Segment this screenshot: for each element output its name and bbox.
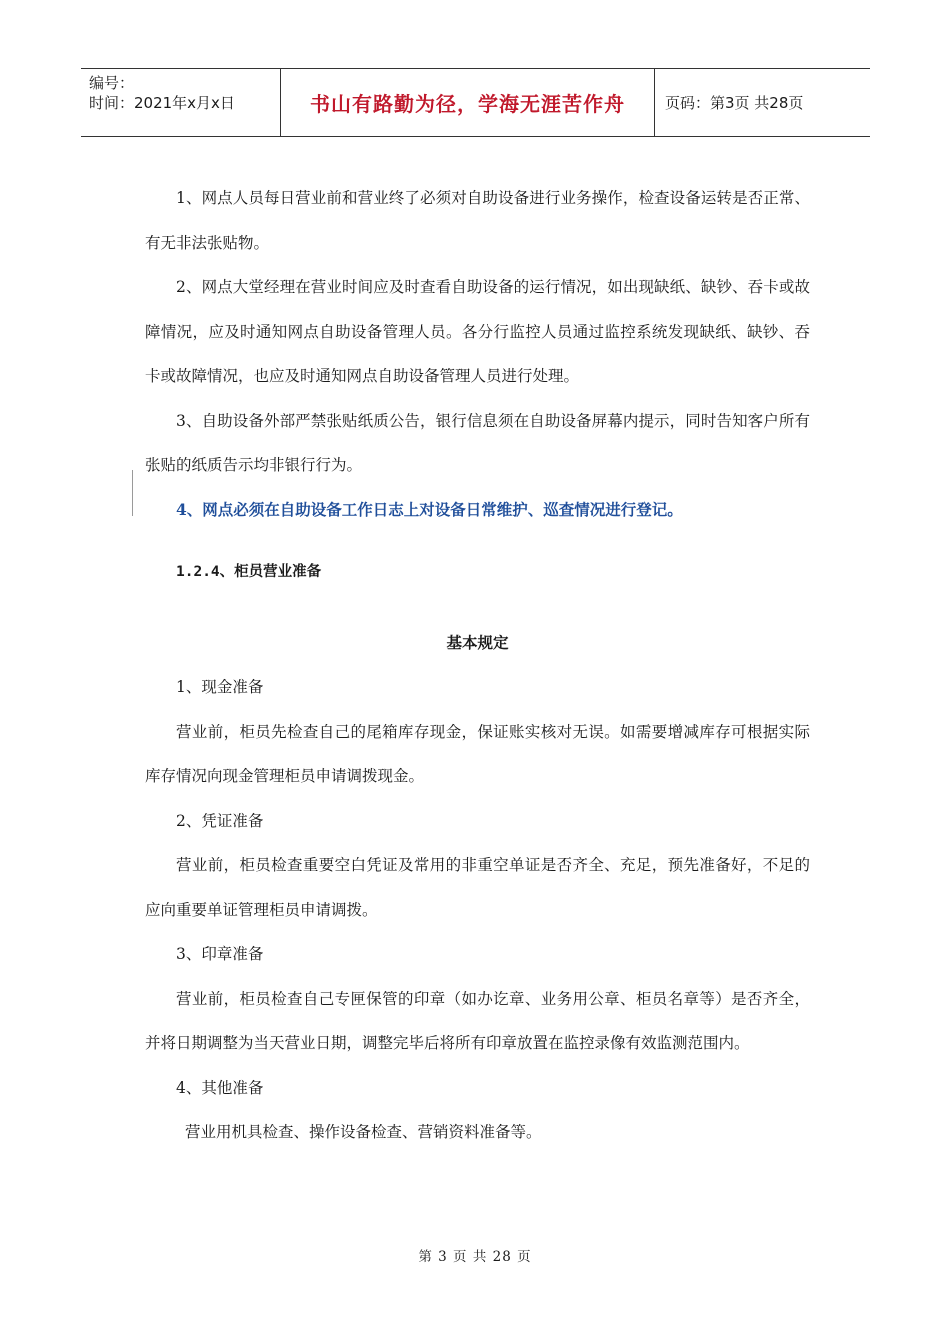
paragraph: 2、网点大堂经理在营业时间应及时查看自助设备的运行情况，如出现缺纸、缺钞、吞卡或故障情况，应及时通知网点自助设备管理人员。各分行监控人员通过监控系统发现缺纸、缺钞、吞卡或故障情况，也应及时通知网点自助设备管理人员进行处理。 bbox=[145, 278, 810, 385]
item-heading: 1、现金准备 bbox=[176, 678, 264, 696]
paragraph: 营业前，柜员检查自己专匣保管的印章（如办讫章、业务用公章、柜员名章等）是否齐全，并将日期调整为当天营业日期，调整完毕后将所有印章放置在监控录像有效监测范围内。 bbox=[145, 989, 810, 1052]
margin-change-bar bbox=[132, 470, 133, 516]
highlighted-paragraph: 4、网点必须在自助设备工作日志上对设备日常维护、巡查情况进行登记。 bbox=[176, 499, 683, 519]
document-time-label: 时间：2021年x月x日 bbox=[89, 94, 235, 112]
page-header bbox=[81, 68, 870, 137]
paragraph: 营业前，柜员先检查自己的尾箱库存现金，保证账实核对无误。如需要增减库存可根据实际库存情况向现金管理柜员申请调拨现金。 bbox=[145, 722, 810, 785]
header-meta bbox=[81, 69, 281, 136]
item-heading: 2、凭证准备 bbox=[176, 811, 264, 830]
paragraph: 营业前，柜员检查重要空白凭证及常用的非重空单证是否齐全、充足，预先准备好，不足的应向重要单证管理柜员申请调拨。 bbox=[145, 856, 810, 919]
paragraph: 1、网点人员每日营业前和营业终了必须对自助设备进行业务操作，检查设备运转是否正常、有无非法张贴物。 bbox=[145, 189, 810, 252]
paragraph: 3、自助设备外部严禁张贴纸质公告，银行信息须在自助设备屏幕内提示，同时告知客户所有张贴的纸质告示均非银行行为。 bbox=[145, 411, 810, 474]
document-body bbox=[145, 176, 810, 1155]
header-motto: 书山有路勤为径，学海无涯苦作舟 bbox=[281, 69, 655, 136]
header-page-info: 页码：第3页 共28页 bbox=[665, 94, 804, 112]
item-heading: 4、其他准备 bbox=[176, 1078, 264, 1097]
paragraph: 营业用机具检查、操作设备检查、营销资料准备等。 bbox=[185, 1123, 542, 1141]
subsection-title: 基本规定 bbox=[446, 632, 509, 652]
item-heading: 3、印章准备 bbox=[176, 945, 264, 963]
section-heading: 1.2.4、柜员营业准备 bbox=[176, 564, 322, 580]
document-number-label: 编号： bbox=[89, 74, 135, 92]
page-footer: 第 3 页 共 28 页 bbox=[418, 1249, 532, 1265]
